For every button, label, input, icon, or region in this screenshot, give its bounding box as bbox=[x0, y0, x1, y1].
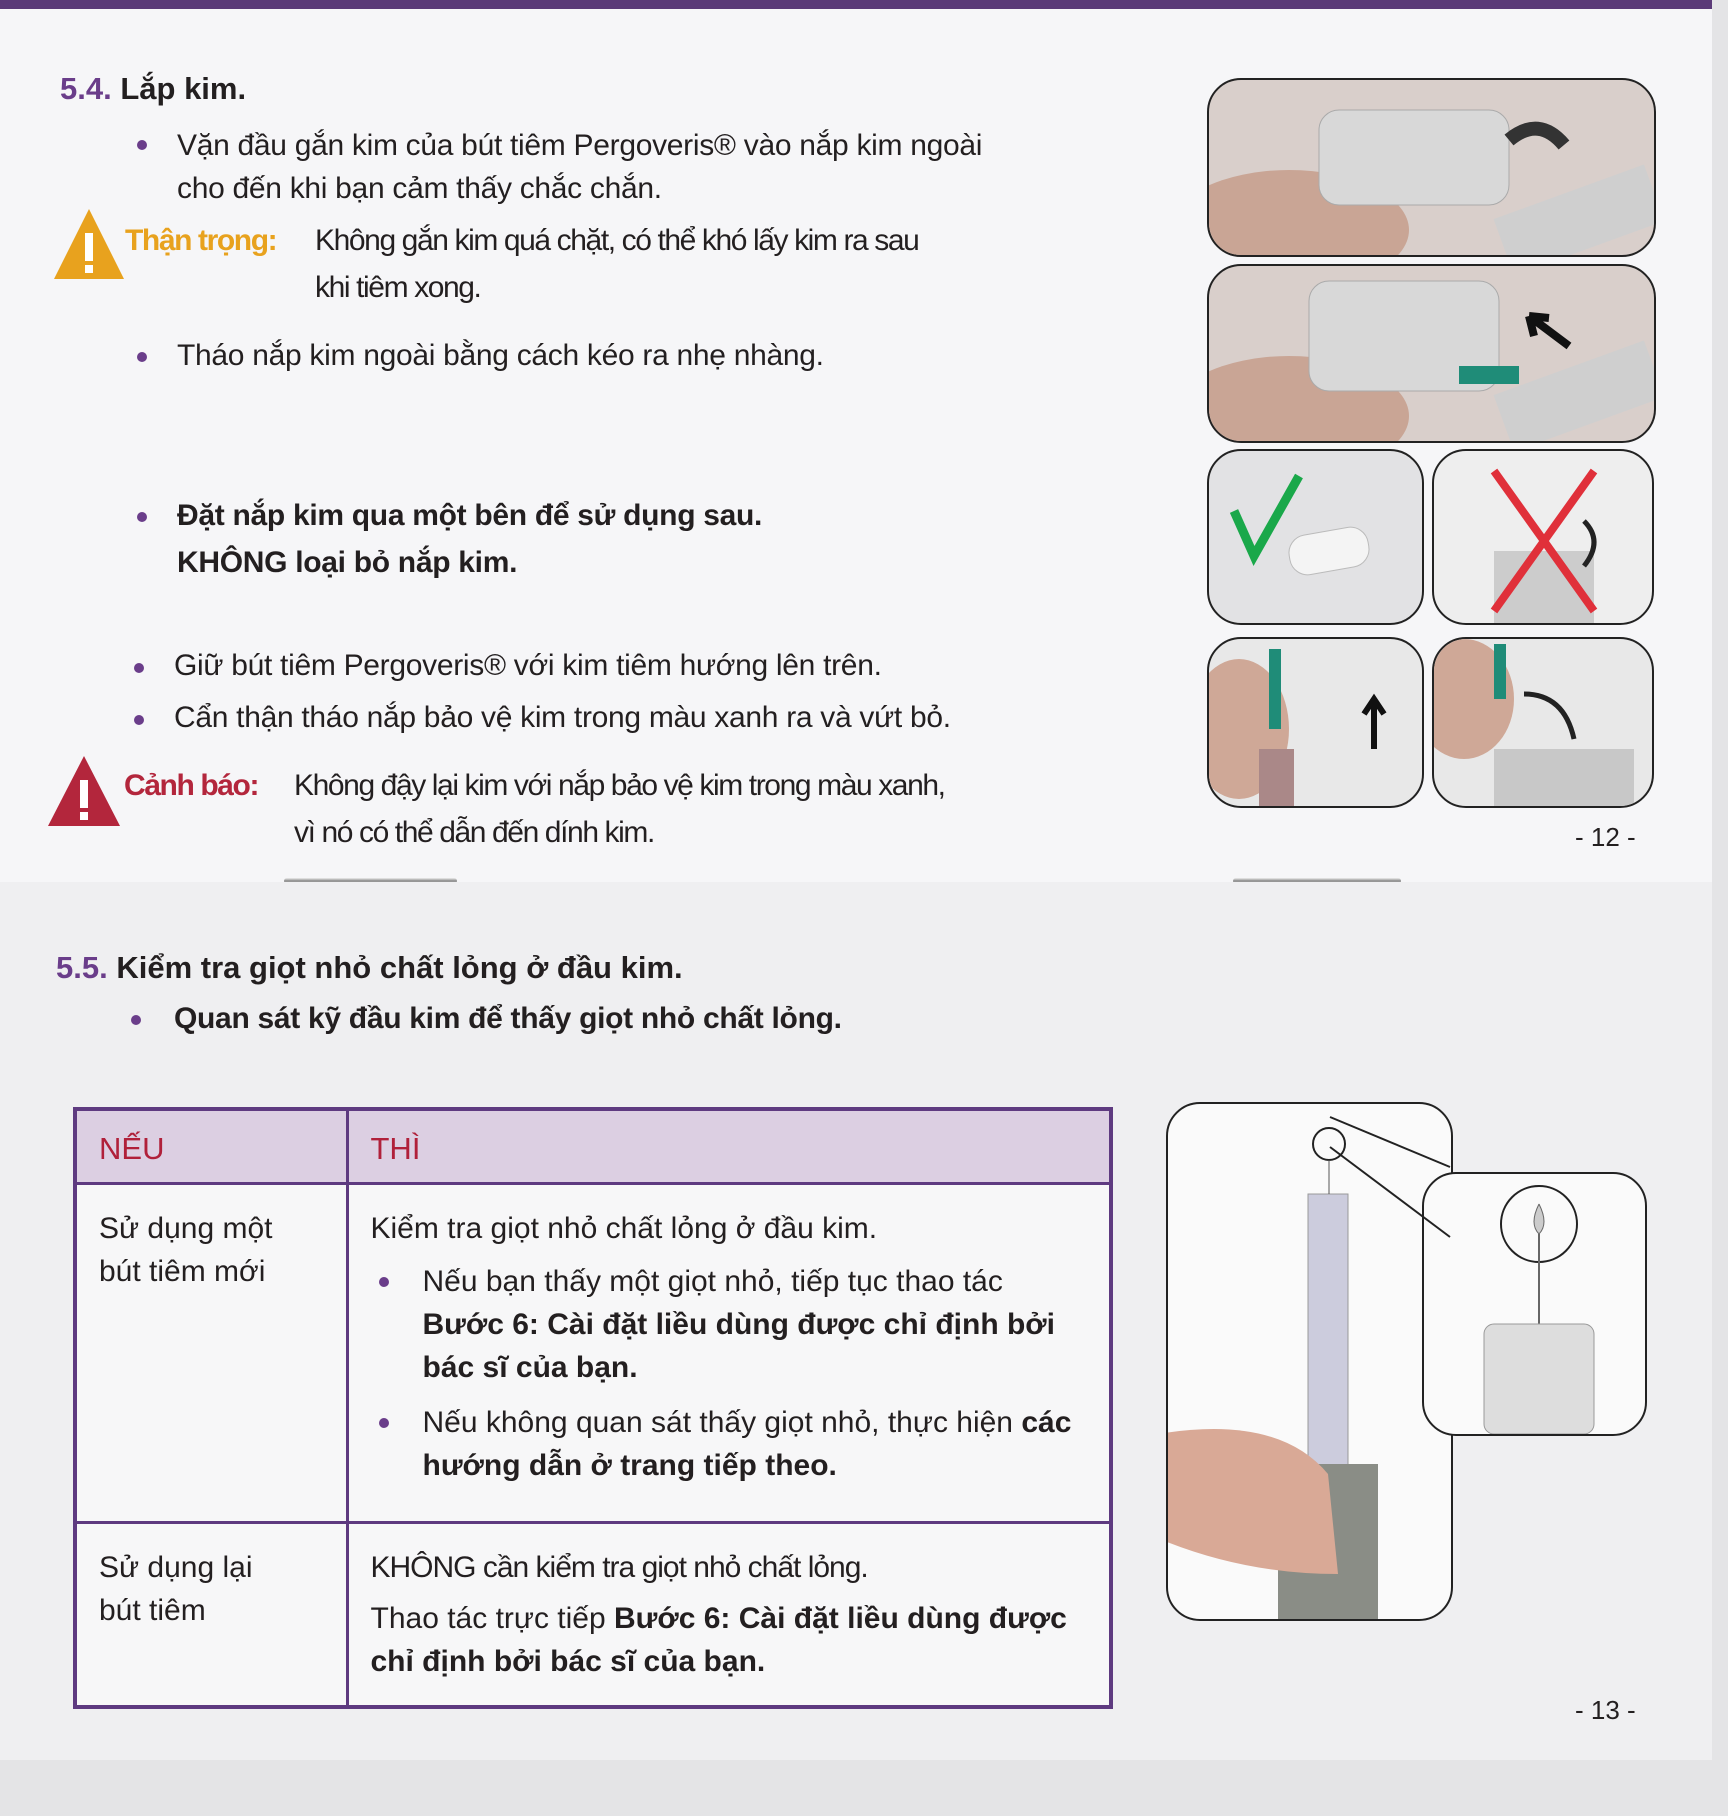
bullet-text: KHÔNG loại bỏ nắp kim. bbox=[177, 546, 518, 579]
page-12 bbox=[0, 0, 1712, 882]
cell-text: Thao tác trực tiếp bbox=[370, 1601, 615, 1635]
correct-cap-aside-illustration bbox=[1207, 449, 1424, 625]
incorrect-recap-illustration bbox=[1432, 449, 1654, 625]
table-cell-then bbox=[347, 1183, 1111, 1522]
magnifier-lines bbox=[1300, 1107, 1470, 1267]
attach-needle-illustration bbox=[1207, 78, 1656, 257]
table-cell-if bbox=[75, 1522, 347, 1707]
section-heading bbox=[56, 950, 683, 986]
bullet-icon bbox=[137, 512, 147, 522]
caution-label: Thận trọng: bbox=[125, 224, 277, 257]
bullet-icon bbox=[137, 140, 147, 150]
check-icon bbox=[1234, 476, 1299, 556]
hold-pen-upright-illustration bbox=[1207, 637, 1424, 808]
discard-inner-cap-illustration bbox=[1432, 637, 1654, 808]
warning-icon bbox=[46, 754, 122, 828]
cell-bold-text: Bước 6: Cài đặt liều dùng được chỉ định bởi bác sĩ của bạn. bbox=[370, 1601, 1067, 1678]
list-item bbox=[371, 1401, 1088, 1487]
cell-text: Sử dụng lại bbox=[99, 1550, 253, 1584]
drop-check-table bbox=[73, 1107, 1113, 1709]
arrow-up-icon bbox=[1364, 699, 1384, 749]
bullet-text: cho đến khi bạn cảm thấy chắc chắn. bbox=[177, 172, 662, 205]
bullet-icon bbox=[134, 715, 144, 725]
warning-text: Không đậy lại kim với nắp bảo vệ kim trong màu xanh, bbox=[294, 769, 945, 802]
caution-text: khi tiêm xong. bbox=[315, 271, 481, 304]
section-title: Lắp kim. bbox=[120, 71, 247, 106]
column-header-if: NẾU bbox=[75, 1109, 347, 1183]
column-header-then: THÌ bbox=[347, 1109, 1111, 1183]
table-header-row bbox=[75, 1109, 1111, 1183]
section-title: Kiểm tra giọt nhỏ chất lỏng ở đầu kim. bbox=[116, 950, 683, 985]
bullet-icon bbox=[137, 352, 147, 362]
cell-text: KHÔNG cần kiểm tra giọt nhỏ chất lỏng. bbox=[370, 1550, 868, 1584]
page-number: - 13 - bbox=[1575, 1695, 1636, 1725]
table-row bbox=[75, 1183, 1111, 1522]
caution-text: Không gắn kim quá chặt, có thể khó lấy kim ra sau bbox=[315, 224, 919, 257]
cell-bold-text: các hướng dẫn ở trang tiếp theo. bbox=[422, 1405, 1072, 1482]
bullet-text: Tháo nắp kim ngoài bằng cách kéo ra nhẹ nhàng. bbox=[177, 339, 824, 372]
page-number: - 12 - bbox=[1575, 822, 1636, 852]
bullet-icon bbox=[134, 663, 144, 673]
table-cell-then bbox=[347, 1522, 1111, 1707]
cell-text: bút tiêm mới bbox=[99, 1254, 266, 1288]
remove-outer-cap-illustration bbox=[1207, 264, 1656, 443]
bullet-text: Quan sát kỹ đầu kim để thấy giọt nhỏ chất lỏng. bbox=[174, 1002, 842, 1035]
cell-text: bút tiêm bbox=[99, 1593, 206, 1627]
bullet-text: Cẩn thận tháo nắp bảo vệ kim trong màu xanh ra và vứt bỏ. bbox=[174, 701, 951, 734]
list-item bbox=[371, 1260, 1088, 1389]
warning-label: Cảnh báo: bbox=[124, 769, 259, 802]
cell-text: Nếu bạn thấy một giọt nhỏ, tiếp tục thao tác bbox=[422, 1264, 1003, 1298]
page-13 bbox=[0, 882, 1712, 1760]
cell-text: Nếu không quan sát thấy giọt nhỏ, thực hiện bbox=[422, 1405, 1022, 1439]
section-number: 5.5. bbox=[56, 950, 108, 985]
caution-icon bbox=[52, 207, 126, 281]
warning-text: vì nó có thể dẫn đến dính kim. bbox=[294, 816, 654, 849]
bullet-text: Đặt nắp kim qua một bên để sử dụng sau. bbox=[177, 499, 763, 532]
bullet-text: Giữ bút tiêm Pergoveris® với kim tiêm hướng lên trên. bbox=[174, 649, 882, 682]
table-cell-if bbox=[75, 1183, 347, 1522]
table-row bbox=[75, 1522, 1111, 1707]
section-heading bbox=[60, 71, 246, 107]
cell-bold-text: Bước 6: Cài đặt liều dùng được chỉ định bởi bác sĩ của bạn. bbox=[422, 1307, 1055, 1384]
section-number: 5.4. bbox=[60, 71, 112, 106]
bullet-text: Vặn đầu gắn kim của bút tiêm Pergoveris® vào nắp kim ngoài bbox=[177, 129, 983, 162]
bullet-icon bbox=[131, 1015, 141, 1025]
cell-text: Kiểm tra giọt nhỏ chất lỏng ở đầu kim. bbox=[370, 1211, 878, 1245]
cell-text: Sử dụng một bbox=[99, 1211, 273, 1245]
